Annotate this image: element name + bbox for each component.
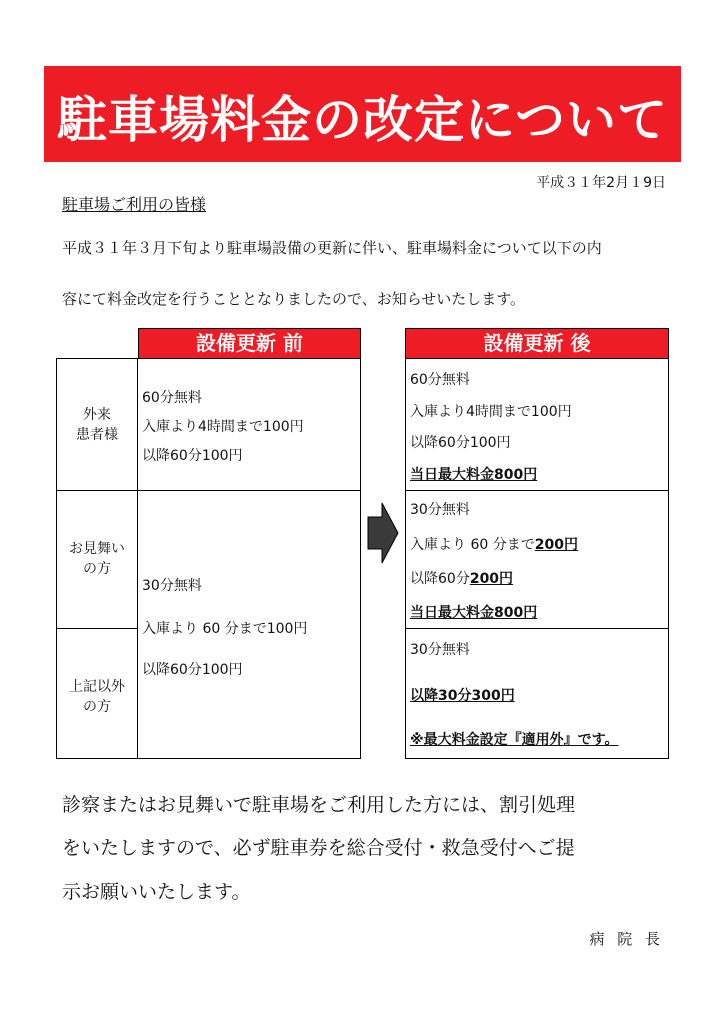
category-cell-outpatient — [56, 358, 138, 491]
category-cell-visitor — [56, 490, 138, 629]
after-row1-line: 以降60分100円 — [410, 435, 511, 451]
signature: 病 院 長 — [589, 930, 664, 948]
before-others-line: 以降60分100円 — [142, 662, 243, 678]
before-outpatient-cell — [137, 358, 361, 491]
after-row2-line3-prefix: 以降60分 — [410, 571, 470, 587]
after-others-cell — [405, 628, 669, 759]
notice-line-2: をいたしますので、必ず駐車券を総合受付・救急受付へご提 — [62, 837, 575, 859]
header-before: 設備更新 前 — [138, 328, 361, 359]
page-title: 駐車場料金の改定について — [57, 91, 668, 149]
after-row2-line3-value: 200円 — [469, 571, 514, 587]
after-visitor-cell — [405, 490, 669, 629]
after-row2-free: 30分無料 — [410, 502, 470, 518]
before-outpatient-line: 以降60分100円 — [142, 448, 243, 464]
before-outpatient-line: 入庫より4時間まで100円 — [142, 419, 304, 435]
after-row1-line: 入庫より4時間まで100円 — [410, 404, 572, 420]
arrow-right-icon — [366, 501, 400, 565]
after-row2-line2-value: 200円 — [534, 537, 578, 553]
intro-line-1: 平成３１年３月下旬より駐車場設備の更新に伴い、駐車場料金について以下の内 — [62, 239, 602, 257]
after-row3-free: 30分無料 — [410, 642, 470, 658]
category-cell-others — [56, 628, 138, 759]
before-others-cell — [137, 490, 361, 759]
category-others: 上記以外 の方 — [69, 679, 125, 715]
after-row1-line: 60分無料 — [410, 372, 470, 388]
title-banner — [44, 66, 681, 162]
intro-line-2: 容にて料金改定を行うこととなりましたので、お知らせいたします。 — [62, 290, 526, 308]
after-row3-rate: 以降30分300円 — [410, 688, 515, 704]
after-table — [405, 358, 669, 759]
after-row1-max: 当日最大料金800円 — [410, 467, 538, 483]
notice-line-3: 示お願いいたします。 — [62, 881, 251, 903]
before-table — [56, 358, 361, 759]
category-outpatient: 外来 患者様 — [76, 407, 118, 443]
after-row2-line2 — [410, 534, 578, 554]
category-visitor: お見舞い の方 — [69, 541, 125, 577]
header-after: 設備更新 後 — [405, 328, 669, 359]
after-row2-line2-prefix: 入庫より 60 分まで — [410, 537, 535, 553]
notice-line-1: 診察またはお見舞いで駐車場をご利用した方には、割引処理 — [62, 794, 576, 816]
after-outpatient-cell — [405, 358, 669, 491]
greeting: 駐車場ご利用の皆様 — [62, 195, 207, 214]
date: 平成３１年2月１9日 — [536, 175, 666, 191]
before-others-line: 入庫より 60 分まで100円 — [142, 621, 308, 637]
after-row2-max: 当日最大料金800円 — [410, 605, 538, 621]
after-row2-line3 — [410, 568, 513, 588]
before-others-line: 30分無料 — [142, 578, 202, 594]
before-outpatient-line: 60分無料 — [142, 390, 202, 406]
after-row3-note: ※最大料金設定『適用外』です。 — [410, 732, 619, 748]
